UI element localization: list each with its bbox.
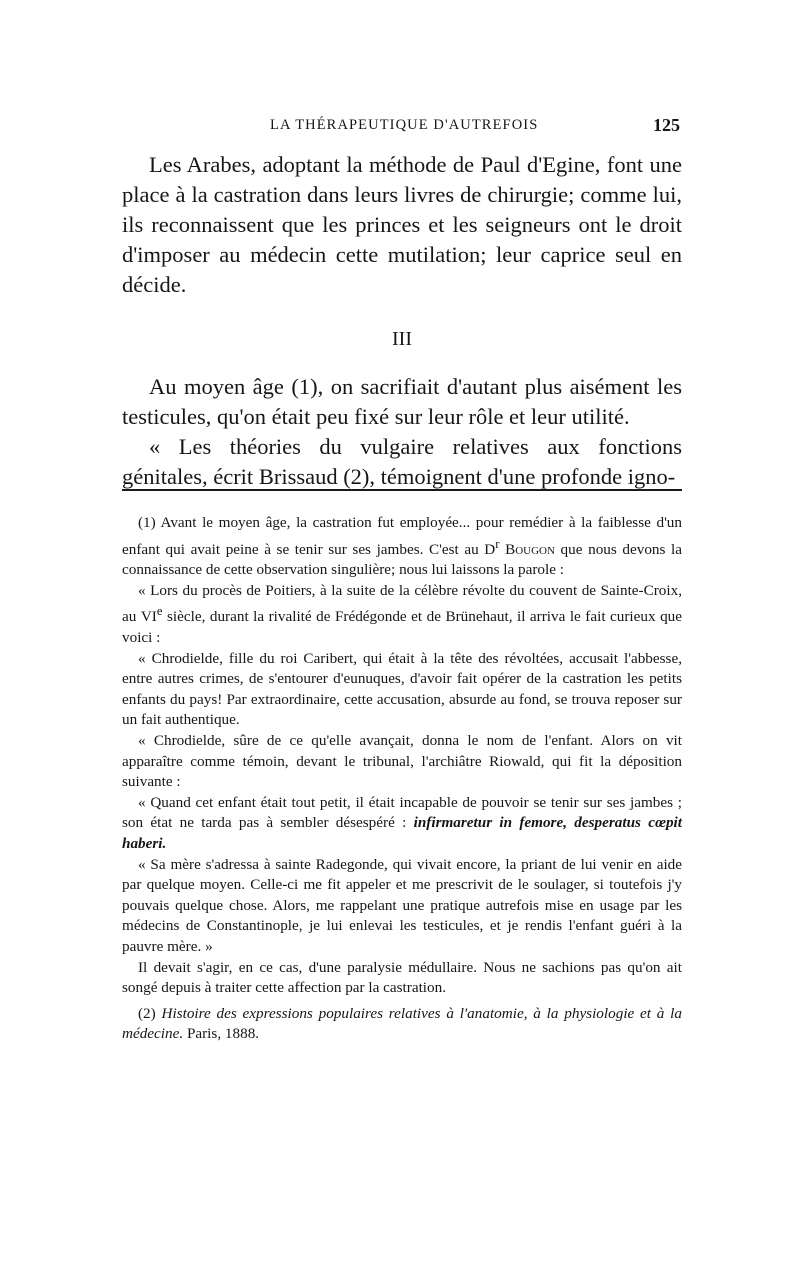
footnote-1-poitiers bbox=[122, 581, 682, 649]
doctor-abbrev-sup: r bbox=[495, 536, 500, 551]
footnote-2-title: Histoire des expressions populaires relatives à l'anatomie, à la physiologie et à la médecine. bbox=[122, 1004, 682, 1043]
paragraph-arabes: Les Arabes, adoptant la méthode de Paul d'Egine, font une place à la castration dans leurs livres de chirurgie; comme lui, ils reconnaissent que les princes et les seigneurs ont le droit d'imposer au médecin cette mutilation; leur caprice seul en décide. bbox=[122, 152, 682, 297]
footnote-1-intro-text: (1) Avant le moyen âge, la castration fut employée... pour remédier à la faiblesse d'un enfant qui avait peine à se tenir sur ses jambes. C'est au D bbox=[122, 514, 682, 558]
footnote-1-poitiers-end: siècle, durant la rivalité de Frédégonde et de Brünehaut, il arriva le fait curieux que voici : bbox=[122, 608, 682, 647]
main-text bbox=[122, 150, 682, 492]
footnote-1-poitiers-text: « Lors du procès de Poitiers, à la suite de la célèbre révolte du couvent de Sainte-Croix, au bbox=[122, 581, 682, 626]
footnote-1-radegonde: « Sa mère s'adressa à sainte Radegonde, qui vivait encore, la priant de lui venir en aide par quelque moyen. Celle-ci me fit appeler et me prescrivit de le soulager, si toutefois j'y pouvais quelque chose. Alors, me rappelant une pratique autrefois mise en usage par les médecins de Constantinople, je lui enlevai les testicules, et je rendis l'enfant guéri à la pauvre mère. » bbox=[122, 855, 682, 955]
section-heading: III bbox=[392, 328, 412, 350]
footnote-divider bbox=[122, 489, 682, 491]
footnote-1-deposition bbox=[122, 793, 682, 855]
page-number: 125 bbox=[653, 115, 680, 135]
author-name: Bougon bbox=[505, 540, 555, 558]
footnote-1-intro bbox=[122, 513, 682, 581]
footnotes bbox=[122, 513, 682, 1045]
paragraph-moyen-age: Au moyen âge (1), on sacrifiait d'autant plus aisément les testicules, qu'on était peu fixé sur leur rôle et leur utilité. bbox=[122, 374, 682, 429]
footnote-2-imprint: Paris, 1888. bbox=[183, 1025, 260, 1043]
footnote-1-chrodielde: « Chrodielde, fille du roi Caribert, qui était à la tête des révoltées, accusait l'abbesse, entre autres crimes, de s'entourer d'eunuques, d'avoir fait opérer de la castration les petits enfants du pays! Par extraordinaire, cette accusation, absurde au fond, se trouva reposer sur un fait authentique. bbox=[122, 649, 682, 729]
running-head bbox=[122, 117, 682, 139]
footnote-2 bbox=[122, 1004, 682, 1045]
running-title: LA THÉRAPEUTIQUE D'AUTREFOIS bbox=[270, 117, 539, 133]
footnote-1-conclusion: Il devait s'agir, en ce cas, d'une paralysie médullaire. Nous ne sachions pas qu'on ait songé depuis à traiter cette affection par la castration. bbox=[122, 958, 682, 997]
footnote-1-temoin: « Chrodielde, sûre de ce qu'elle avançait, donna le nom de l'enfant. Alors on vit apparaître comme témoin, devant le tribunal, l'archiâtre Riowald, qui fit la déposition suivante : bbox=[122, 732, 682, 791]
paragraph-brissaud-quote: « Les théories du vulgaire relatives aux fonctions génitales, écrit Brissaud (2), témoignent d'une profonde igno- bbox=[122, 434, 682, 489]
footnote-1-deposition-text: « Quand cet enfant était tout petit, il était incapable de pouvoir se tenir sur ses jambes ; son état ne tarda pas à sembler désespéré : bbox=[122, 793, 682, 832]
latin-quote: infirmaretur in femore, desperatus cœpit haberi. bbox=[122, 814, 682, 853]
footnote-2-number: (2) bbox=[138, 1004, 162, 1022]
century-numeral: VI bbox=[140, 608, 157, 626]
century-sup: e bbox=[156, 604, 163, 619]
footnote-1-intro-end: que nous devons la connaissance de cette observation singulière; nous lui laissons la parole : bbox=[122, 540, 682, 579]
